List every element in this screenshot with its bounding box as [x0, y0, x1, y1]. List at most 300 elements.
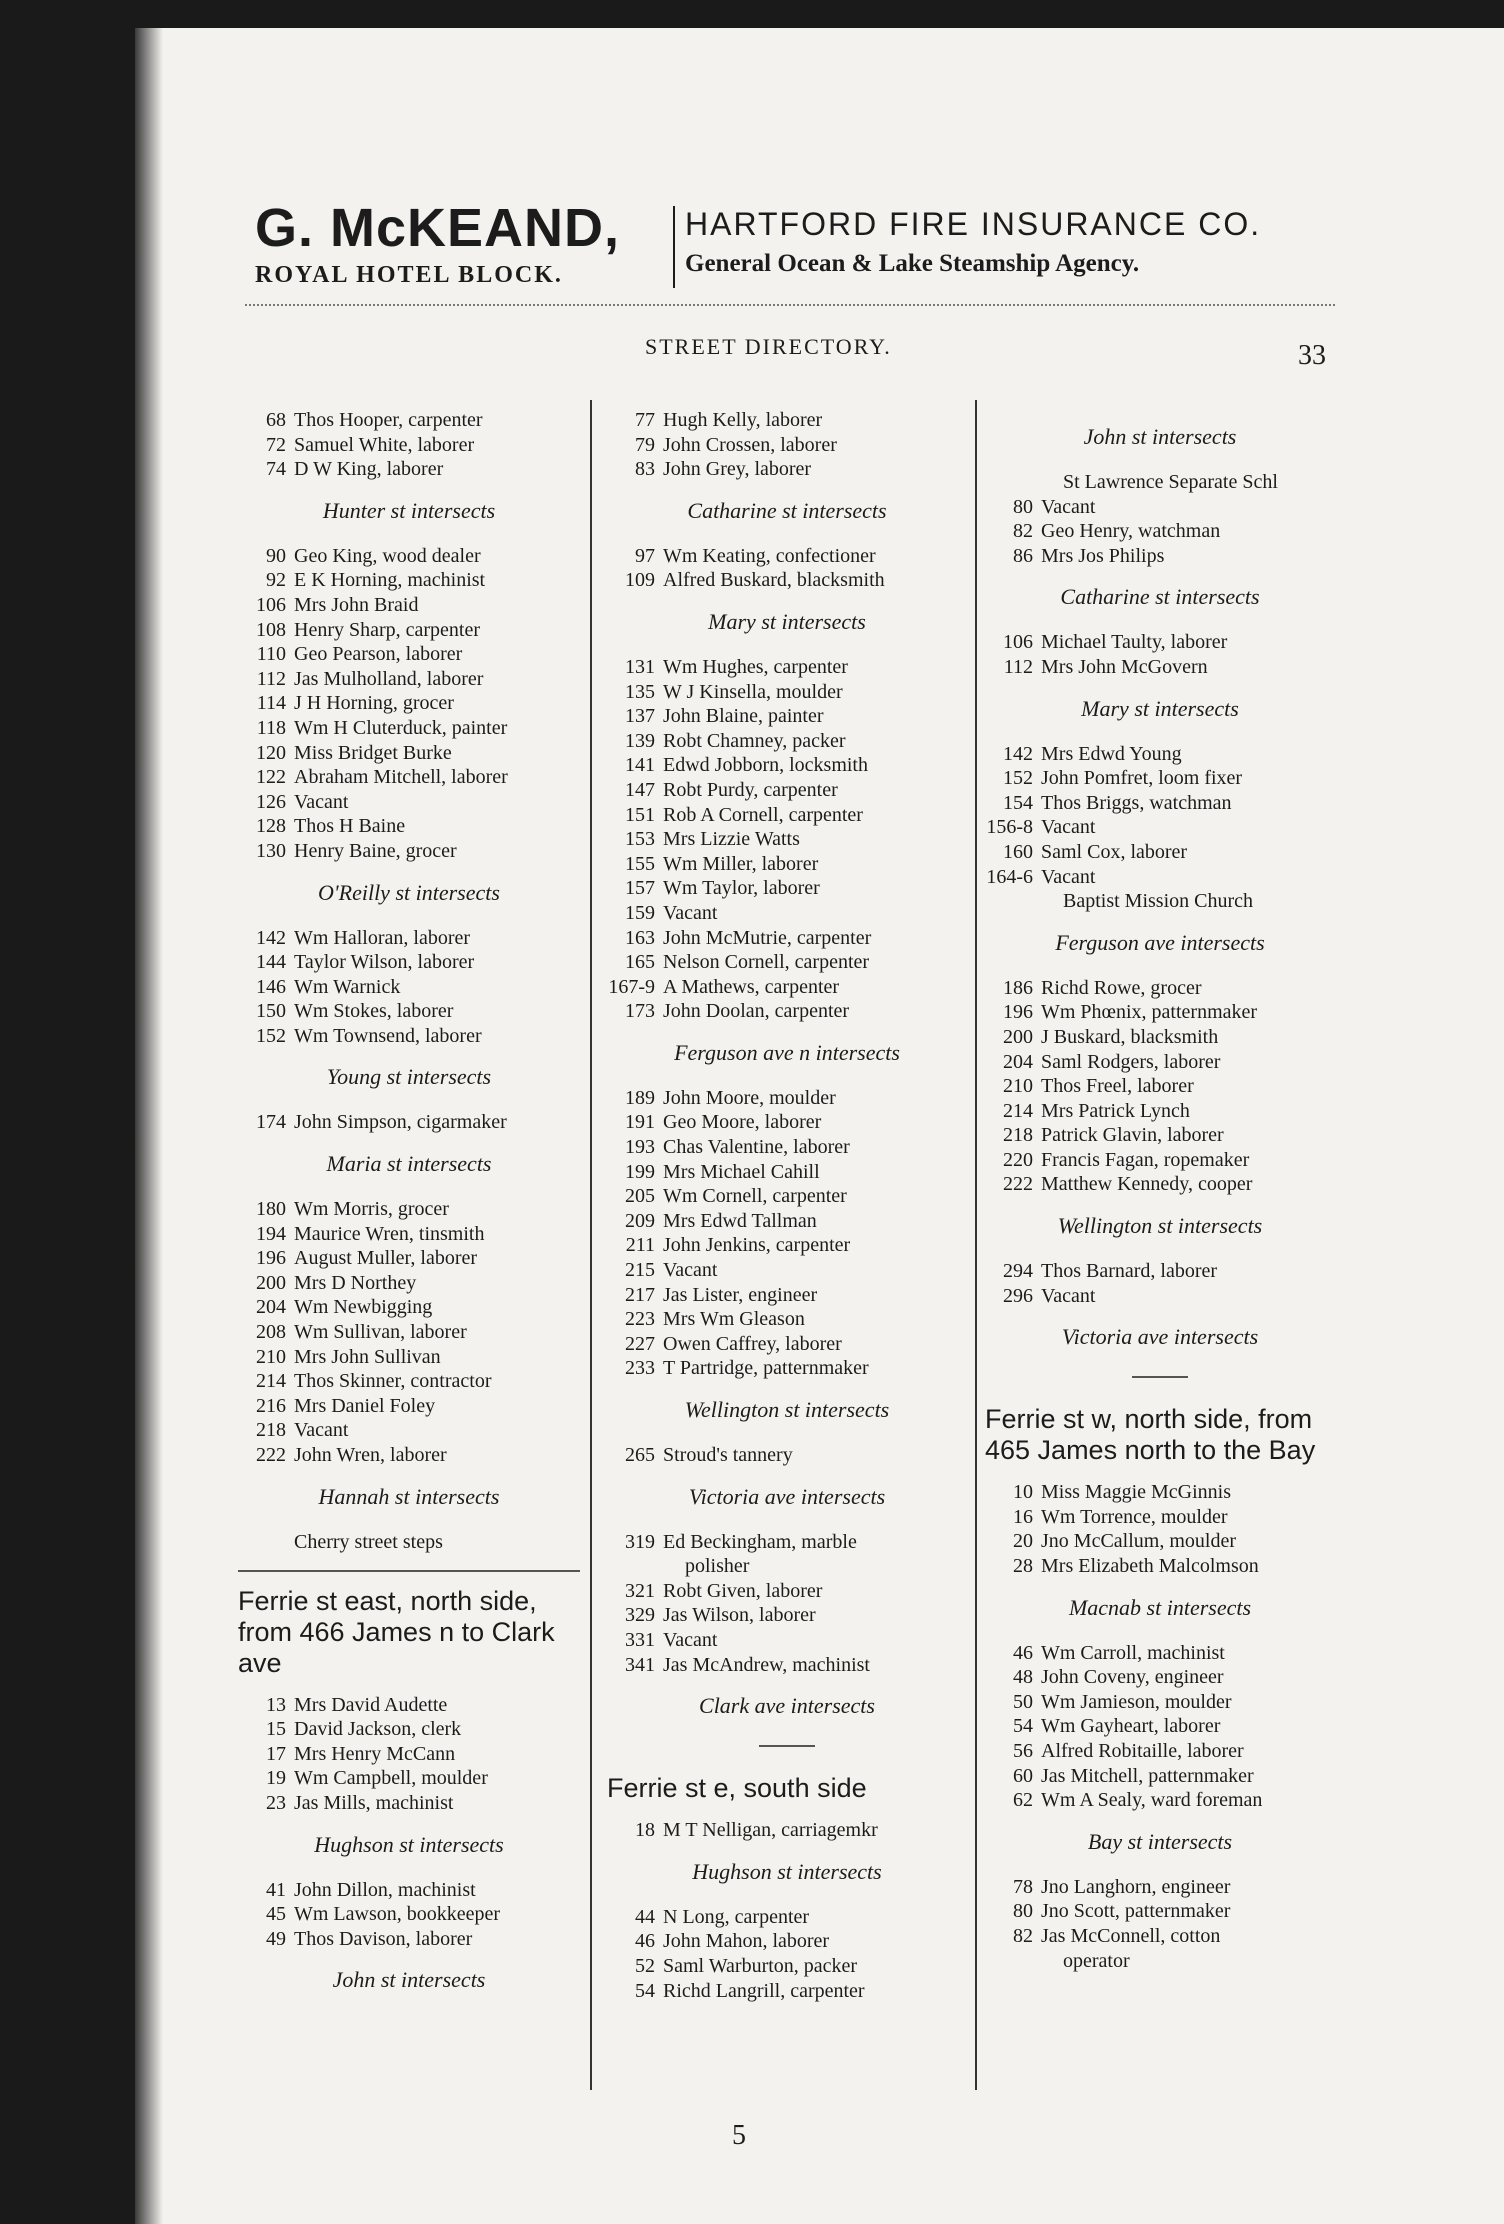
- firm-address: ROYAL HOTEL BLOCK.: [255, 262, 563, 288]
- resident-name: John Coveny, engineer: [1041, 1666, 1224, 1689]
- directory-entry: [607, 1307, 967, 1332]
- resident-name: Miss Bridget Burke: [294, 741, 452, 764]
- directory-entry: [985, 544, 1335, 569]
- directory-entry: [607, 1160, 967, 1185]
- house-number: 233: [625, 1357, 655, 1380]
- resident-name: Wm Cornell, carpenter: [663, 1185, 847, 1208]
- resident-name: Wm Hughes, carpenter: [663, 655, 848, 678]
- resident-name: Wm A Sealy, ward foreman: [1041, 1789, 1263, 1812]
- directory-entry: [985, 791, 1335, 816]
- house-number: 164-6: [986, 865, 1033, 888]
- house-number: 50: [1013, 1690, 1033, 1713]
- directory-entry: [238, 1345, 580, 1370]
- folio-number: 5: [732, 2120, 746, 2151]
- directory-entry: [607, 1086, 967, 1111]
- section-rule: [238, 1570, 580, 1572]
- house-number: 194: [256, 1222, 286, 1245]
- resident-name: J H Horning, grocer: [294, 692, 454, 715]
- resident-name: Wm Carroll, machinist: [1041, 1641, 1225, 1664]
- directory-entry: [985, 1025, 1335, 1050]
- house-number: 157: [625, 877, 655, 900]
- resident-name: Vacant: [1041, 865, 1096, 888]
- resident-name: Stroud's tannery: [663, 1444, 793, 1466]
- resident-name: Rob A Cornell, carpenter: [663, 803, 863, 826]
- resident-name: Wm Townsend, laborer: [294, 1024, 482, 1047]
- house-number: 152: [256, 1024, 286, 1047]
- house-number: 19: [266, 1767, 286, 1790]
- directory-entry: [985, 1099, 1335, 1124]
- directory-entry: [238, 618, 580, 643]
- directory-entry: [238, 642, 580, 667]
- directory-entry: [607, 1356, 967, 1381]
- house-number: 82: [1013, 520, 1033, 543]
- resident-name: Mrs Patrick Lynch: [1041, 1099, 1190, 1122]
- resident-name: Saml Cox, laborer: [1041, 840, 1188, 863]
- resident-name: Mrs Henry McCann: [294, 1742, 456, 1765]
- directory-entry: [985, 815, 1335, 840]
- directory-entry: [238, 1246, 580, 1271]
- house-number: 106: [1003, 631, 1033, 654]
- directory-entry: [238, 716, 580, 741]
- intersection-heading: Victoria ave intersects: [1061, 1324, 1259, 1350]
- house-number: 153: [625, 828, 655, 851]
- house-number: 74: [266, 458, 286, 481]
- resident-name: Jas Wilson, laborer: [663, 1604, 816, 1627]
- resident-name: Vacant: [294, 1419, 349, 1442]
- house-number: 214: [256, 1370, 286, 1393]
- house-number: 319: [625, 1530, 655, 1553]
- resident-name: John Dillon, machinist: [294, 1878, 476, 1901]
- directory-column-1: [238, 408, 580, 2013]
- house-number: 193: [625, 1136, 655, 1159]
- intersection-heading: Wellington st intersects: [1057, 1213, 1263, 1239]
- intersection-heading: John st intersects: [332, 1967, 486, 1993]
- house-number: 222: [256, 1444, 286, 1466]
- resident-name: Wm Gayheart, laborer: [1041, 1715, 1221, 1738]
- resident-name: Wm Jamieson, moulder: [1041, 1690, 1232, 1713]
- house-number: 151: [625, 803, 655, 826]
- intersection-heading: Catharine st intersects: [687, 497, 887, 523]
- house-number: 204: [256, 1296, 286, 1319]
- header-dotted-rule: [245, 304, 1335, 306]
- house-number: 41: [266, 1878, 286, 1901]
- resident-name: J Buskard, blacksmith: [1041, 1025, 1219, 1048]
- directory-entry: [985, 1148, 1335, 1173]
- directory-entry: [985, 1714, 1335, 1739]
- house-number: 174: [256, 1111, 286, 1134]
- intersection-heading: Maria st intersects: [326, 1151, 492, 1177]
- directory-entry: [238, 1878, 580, 1903]
- directory-entry: [607, 1653, 967, 1678]
- house-number: 209: [625, 1209, 655, 1232]
- house-number: 196: [256, 1247, 286, 1270]
- directory-entry: [238, 1110, 580, 1135]
- house-number: 13: [266, 1693, 286, 1716]
- directory-entry: [985, 1554, 1335, 1579]
- directory-entry: [607, 1233, 967, 1258]
- resident-name: Vacant: [1041, 495, 1096, 518]
- directory-entry: [985, 495, 1335, 520]
- house-number: 20: [1013, 1530, 1033, 1553]
- resident-name: John Jenkins, carpenter: [663, 1234, 851, 1257]
- directory-column-3: [985, 408, 1335, 1973]
- resident-name: Mrs Michael Cahill: [663, 1160, 820, 1183]
- resident-name: Henry Baine, grocer: [294, 839, 457, 862]
- intersection-heading: Wellington st intersects: [684, 1397, 890, 1422]
- house-number: 86: [1013, 544, 1033, 567]
- directory-entry: [985, 742, 1335, 767]
- house-number: 28: [1013, 1555, 1033, 1578]
- resident-name: W J Kinsella, moulder: [663, 680, 843, 703]
- directory-entry: [607, 876, 967, 901]
- resident-name: Jno Langhorn, engineer: [1041, 1875, 1231, 1898]
- directory-entry: [985, 1641, 1335, 1666]
- house-number: 165: [625, 951, 655, 974]
- directory-entry: [985, 1284, 1335, 1309]
- intersection-heading: Bay st intersects: [1087, 1828, 1233, 1854]
- intersection-heading: Ferguson ave intersects: [1055, 929, 1265, 955]
- intersection-heading: Catharine st intersects: [1060, 584, 1260, 610]
- resident-name: Saml Rodgers, laborer: [1041, 1050, 1221, 1073]
- house-number: 220: [1003, 1148, 1033, 1171]
- resident-name: Robt Given, laborer: [663, 1579, 823, 1602]
- house-number: 163: [625, 926, 655, 949]
- house-number: 173: [625, 1000, 655, 1023]
- house-number: 90: [266, 544, 286, 567]
- resident-name: Wm Halloran, laborer: [294, 926, 471, 949]
- directory-entry: [607, 975, 967, 1000]
- directory-entry: [607, 568, 967, 593]
- directory-entry: [238, 1320, 580, 1345]
- directory-entry: [607, 1603, 967, 1628]
- house-number: 97: [635, 544, 655, 567]
- house-number: 321: [625, 1579, 655, 1602]
- house-number: 130: [256, 839, 286, 862]
- resident-name: Thos Hooper, carpenter: [294, 409, 483, 431]
- house-number: 110: [256, 643, 286, 666]
- directory-entry: [607, 1135, 967, 1160]
- directory-entry: [238, 1742, 580, 1767]
- resident-name: Jas McAndrew, machinist: [663, 1653, 870, 1676]
- column-divider: [590, 400, 592, 2090]
- resident-name: Geo Moore, laborer: [663, 1111, 822, 1134]
- directory-entry: [238, 1024, 580, 1049]
- house-number: 54: [635, 1979, 655, 2002]
- resident-name: Vacant: [663, 1628, 718, 1651]
- resident-name: Geo Henry, watchman: [1041, 520, 1221, 543]
- directory-entry: [985, 1924, 1335, 1949]
- house-number: 265: [625, 1444, 655, 1466]
- resident-name: Mrs John Sullivan: [294, 1345, 441, 1368]
- firm-name: G. McKEAND,: [255, 198, 621, 258]
- resident-name: John Mahon, laborer: [663, 1930, 830, 1953]
- resident-name: John Blaine, painter: [663, 705, 824, 728]
- house-number: 56: [1013, 1740, 1033, 1762]
- house-number: 46: [635, 1930, 655, 1953]
- resident-name: Robt Purdy, carpenter: [663, 778, 838, 801]
- directory-entry: [985, 1074, 1335, 1099]
- resident-name: N Long, carpenter: [663, 1905, 810, 1928]
- house-number: 331: [625, 1628, 655, 1651]
- house-number: 159: [625, 901, 655, 924]
- resident-name: Thos H Baine: [294, 815, 406, 838]
- house-number: 112: [1003, 655, 1033, 678]
- intersection-heading: Mary st intersects: [708, 608, 866, 634]
- directory-entry: [985, 976, 1335, 1001]
- resident-name: Taylor Wilson, laborer: [294, 951, 475, 974]
- resident-name: Wm Lawson, bookkeeper: [294, 1903, 501, 1926]
- directory-entry: [985, 1899, 1335, 1924]
- directory-entry: [985, 1123, 1335, 1148]
- directory-entry: [985, 1000, 1335, 1025]
- intersection-heading: Ferguson ave n intersects: [674, 1039, 900, 1065]
- intersection-heading: John st intersects: [1083, 424, 1237, 449]
- directory-entry: [238, 1295, 580, 1320]
- directory-entry: [238, 593, 580, 618]
- directory-entry: [238, 999, 580, 1024]
- directory-entry: [985, 1529, 1335, 1554]
- intersection-heading: Hughson st intersects: [692, 1858, 882, 1884]
- entry-continuation: operator: [1063, 1949, 1130, 1972]
- resident-name: John Crossen, laborer: [663, 433, 837, 456]
- house-number: 155: [625, 852, 655, 875]
- house-number: 82: [1013, 1924, 1033, 1947]
- intersection-heading: O'Reilly st intersects: [318, 879, 500, 905]
- house-number: 204: [1003, 1050, 1033, 1073]
- resident-name: Wm Warnick: [294, 975, 401, 998]
- house-number: 223: [625, 1308, 655, 1331]
- house-number: 215: [625, 1259, 655, 1282]
- street-section-heading: Ferrie st east, north side, from 466 James n to Clark ave: [238, 1585, 555, 1678]
- intersection-heading: Hunter st intersects: [322, 497, 496, 523]
- directory-entry: [607, 1979, 967, 2004]
- house-number: 142: [1003, 742, 1033, 765]
- house-number: 296: [1003, 1284, 1033, 1307]
- resident-name: Patrick Glavin, laborer: [1041, 1124, 1224, 1147]
- house-number: 45: [266, 1903, 286, 1926]
- house-number: 142: [256, 926, 286, 949]
- house-number: 147: [625, 778, 655, 801]
- resident-name: Henry Sharp, carpenter: [294, 618, 481, 641]
- directory-entry: [607, 1579, 967, 1604]
- directory-entry: [985, 1875, 1335, 1900]
- directory-entry: [238, 814, 580, 839]
- entry-continuation: polisher: [685, 1555, 750, 1578]
- resident-name: E K Horning, machinist: [294, 569, 486, 592]
- resident-name: Thos Barnard, laborer: [1041, 1260, 1218, 1283]
- house-number: 139: [625, 729, 655, 752]
- directory-entry: [238, 1418, 580, 1443]
- house-number: 208: [256, 1321, 286, 1344]
- directory-entry: [607, 803, 967, 828]
- resident-name: Edwd Jobborn, locksmith: [663, 754, 868, 777]
- house-number: 118: [256, 716, 286, 739]
- house-number: 222: [1003, 1173, 1033, 1196]
- resident-name: Mrs David Audette: [294, 1693, 448, 1716]
- directory-entry: [607, 1443, 967, 1468]
- directory-entry: [985, 519, 1335, 544]
- directory-entry: [607, 1530, 967, 1555]
- resident-name: Mrs Edwd Young: [1041, 742, 1182, 765]
- resident-name: Nelson Cornell, carpenter: [663, 951, 870, 974]
- intersection-heading: Mary st intersects: [1081, 695, 1239, 721]
- resident-name: Wm Newbigging: [294, 1296, 433, 1319]
- directory-entry: [607, 408, 967, 433]
- resident-name: Francis Fagan, ropemaker: [1041, 1148, 1250, 1171]
- house-number: 329: [625, 1604, 655, 1627]
- directory-entry: [607, 1184, 967, 1209]
- house-number: 49: [266, 1927, 286, 1950]
- directory-entry: [238, 433, 580, 458]
- house-number: 108: [256, 618, 286, 641]
- resident-name: Jno Scott, patternmaker: [1041, 1900, 1231, 1923]
- directory-entry: [607, 1110, 967, 1135]
- house-number: 160: [1003, 840, 1033, 863]
- house-number: 77: [635, 409, 655, 431]
- resident-name: Matthew Kennedy, cooper: [1041, 1173, 1253, 1196]
- directory-entry: [238, 1927, 580, 1952]
- directory-entry: [238, 839, 580, 864]
- directory-entry: [985, 1665, 1335, 1690]
- resident-name: Wm Morris, grocer: [294, 1198, 449, 1221]
- house-number: 131: [625, 655, 655, 678]
- resident-name: John Grey, laborer: [663, 458, 812, 481]
- entry-continuation: Baptist Mission Church: [1063, 890, 1254, 913]
- resident-name: Mrs John Braid: [294, 593, 419, 616]
- directory-entry: [607, 1905, 967, 1930]
- resident-name: Wm Stokes, laborer: [294, 1000, 454, 1023]
- directory-note: Cherry street steps: [294, 1530, 443, 1553]
- resident-name: Alfred Robitaille, laborer: [1041, 1740, 1244, 1762]
- resident-name: Wm Keating, confectioner: [663, 544, 876, 567]
- directory-entry: [607, 433, 967, 458]
- house-number: 23: [266, 1791, 286, 1814]
- house-number: 137: [625, 705, 655, 728]
- directory-entry: [238, 1791, 580, 1816]
- resident-name: Mrs Edwd Tallman: [663, 1209, 817, 1232]
- house-number: 54: [1013, 1715, 1033, 1738]
- directory-entry: [238, 790, 580, 815]
- directory-entry: [238, 1902, 580, 1927]
- directory-entry: [985, 1480, 1335, 1505]
- header-divider: [673, 206, 675, 288]
- resident-name: M T Nelligan, carriagemkr: [663, 1819, 878, 1842]
- directory-entry: [607, 1954, 967, 1979]
- directory-entry: [607, 827, 967, 852]
- intersection-heading: Macnab st intersects: [1068, 1594, 1252, 1620]
- house-number: 114: [256, 692, 286, 715]
- directory-entry: [607, 1258, 967, 1283]
- resident-name: Richd Rowe, grocer: [1041, 976, 1202, 999]
- house-number: 15: [266, 1718, 286, 1741]
- directory-entry: [238, 457, 580, 482]
- directory-entry: [238, 1717, 580, 1742]
- directory-entry: [985, 1505, 1335, 1530]
- resident-name: Samuel White, laborer: [294, 433, 475, 456]
- house-number: 167-9: [608, 975, 655, 998]
- directory-entry: [238, 568, 580, 593]
- page-number: 33: [1298, 340, 1326, 371]
- steamship-agency: General Ocean & Lake Steamship Agency.: [685, 250, 1140, 277]
- directory-entry: [985, 1050, 1335, 1075]
- resident-name: Mrs Elizabeth Malcolmson: [1041, 1555, 1259, 1578]
- house-number: 141: [625, 754, 655, 777]
- directory-entry: [607, 901, 967, 926]
- resident-name: Thos Davison, laborer: [294, 1927, 473, 1950]
- house-number: 122: [256, 766, 286, 789]
- intersection-heading: Hannah st intersects: [318, 1483, 500, 1509]
- directory-entry: [607, 680, 967, 705]
- resident-name: Mrs John McGovern: [1041, 655, 1208, 678]
- intersection-heading: Hughson st intersects: [314, 1831, 504, 1857]
- directory-entry: [238, 975, 580, 1000]
- house-number: 189: [625, 1086, 655, 1109]
- advertisement-header: [255, 198, 1340, 293]
- resident-name: Geo King, wood dealer: [294, 544, 481, 567]
- house-number: 218: [1003, 1124, 1033, 1147]
- house-number: 214: [1003, 1099, 1033, 1122]
- house-number: 72: [266, 433, 286, 456]
- directory-entry: [607, 1332, 967, 1357]
- house-number: 128: [256, 815, 286, 838]
- resident-name: D W King, laborer: [294, 458, 444, 481]
- directory-entry: [607, 999, 967, 1024]
- house-number: 78: [1013, 1875, 1033, 1898]
- resident-name: Chas Valentine, laborer: [663, 1136, 850, 1159]
- resident-name: Owen Caffrey, laborer: [663, 1332, 842, 1355]
- resident-name: Vacant: [663, 1259, 718, 1282]
- resident-name: Mrs Lizzie Watts: [663, 828, 800, 851]
- directory-entry: [607, 852, 967, 877]
- resident-name: Wm Campbell, moulder: [294, 1767, 488, 1790]
- directory-entry: [607, 950, 967, 975]
- resident-name: Jas Lister, engineer: [663, 1283, 818, 1306]
- resident-name: John Simpson, cigarmaker: [294, 1111, 507, 1134]
- house-number: 227: [625, 1332, 655, 1355]
- directory-entry: [238, 926, 580, 951]
- page-edge-shadow: [135, 28, 163, 2224]
- directory-entry: [985, 1764, 1335, 1789]
- house-number: 112: [256, 667, 286, 690]
- directory-entry: [607, 1818, 967, 1843]
- resident-name: Hugh Kelly, laborer: [663, 409, 823, 431]
- house-number: 156-8: [986, 816, 1033, 839]
- resident-name: Vacant: [1041, 816, 1096, 839]
- house-number: 211: [625, 1234, 655, 1257]
- resident-name: T Partridge, patternmaker: [663, 1357, 869, 1380]
- resident-name: Saml Warburton, packer: [663, 1954, 858, 1977]
- directory-entry: [607, 729, 967, 754]
- house-number: 68: [266, 409, 286, 431]
- directory-entry: [238, 1766, 580, 1791]
- resident-name: Michael Taulty, laborer: [1041, 631, 1228, 654]
- directory-entry: [238, 1693, 580, 1718]
- intersection-heading: Clark ave intersects: [699, 1693, 875, 1719]
- resident-name: Wm Taylor, laborer: [663, 877, 820, 900]
- house-number: 150: [256, 1000, 286, 1023]
- resident-name: Thos Freel, laborer: [1041, 1075, 1194, 1098]
- resident-name: John Wren, laborer: [294, 1444, 447, 1466]
- directory-entry: [985, 1739, 1335, 1764]
- directory-entry: [985, 1690, 1335, 1715]
- resident-name: Mrs Wm Gleason: [663, 1308, 805, 1331]
- directory-entry: [985, 630, 1335, 655]
- resident-name: Alfred Buskard, blacksmith: [663, 569, 885, 592]
- directory-entry: [238, 741, 580, 766]
- firm-block: [255, 198, 673, 289]
- resident-name: Wm Phœnix, patternmaker: [1041, 1001, 1258, 1024]
- entry-continuation: St Lawrence Separate Schl: [1063, 471, 1278, 493]
